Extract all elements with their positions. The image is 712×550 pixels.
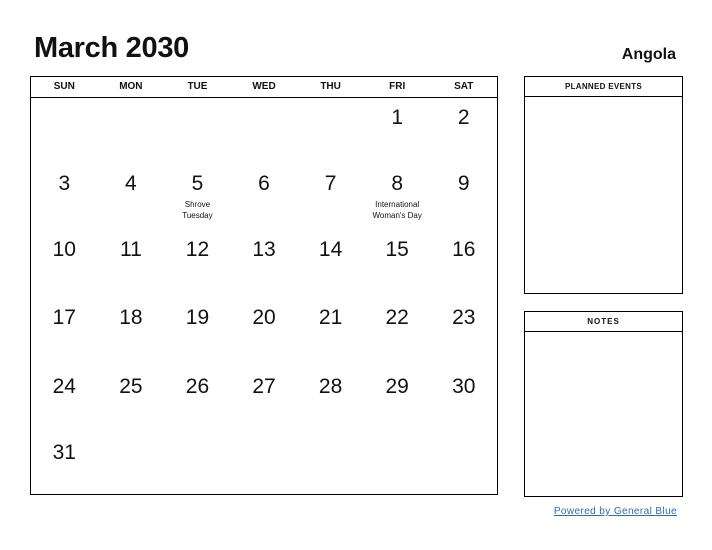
day-number: 18 xyxy=(119,306,143,329)
day-cell xyxy=(430,164,497,230)
day-number: 26 xyxy=(185,375,210,398)
day-number: 29 xyxy=(385,375,409,398)
day-number: 6 xyxy=(258,172,270,195)
day-cell xyxy=(297,98,364,164)
day-number: 16 xyxy=(452,238,476,261)
notes-panel xyxy=(524,311,683,497)
day-number xyxy=(98,433,165,441)
day-cell xyxy=(297,367,364,433)
day-cell xyxy=(430,433,497,494)
page-title: March 2030 xyxy=(34,32,189,64)
planned-events-panel xyxy=(524,76,683,294)
day-cell xyxy=(98,367,165,433)
day-number xyxy=(31,98,98,106)
day-cell xyxy=(231,164,298,230)
powered-by-link[interactable]: Powered by General Blue xyxy=(553,506,677,517)
day-number xyxy=(297,433,364,441)
day-cell xyxy=(164,230,231,298)
day-cell xyxy=(98,298,165,367)
day-cell xyxy=(231,298,298,367)
day-cell xyxy=(297,164,364,230)
day-number: 10 xyxy=(52,238,76,261)
day-cell xyxy=(164,164,231,230)
day-number: 7 xyxy=(324,172,337,195)
day-number: 1 xyxy=(391,106,404,129)
day-cell xyxy=(364,298,431,367)
day-number: 19 xyxy=(185,306,210,329)
day-number: 20 xyxy=(252,306,276,329)
day-cell xyxy=(430,298,497,367)
day-number: 24 xyxy=(52,375,76,398)
weekday-sat: SAT xyxy=(454,81,474,92)
day-number xyxy=(364,433,431,441)
day-cell xyxy=(98,164,165,230)
day-cell xyxy=(430,367,497,433)
country-label: Angola xyxy=(621,46,676,63)
week-row xyxy=(31,230,497,298)
day-number xyxy=(430,433,497,441)
day-cell xyxy=(164,98,231,164)
weekday-sun: SUN xyxy=(53,81,75,92)
day-cell xyxy=(364,433,431,494)
week-row xyxy=(31,367,497,433)
weekday-tue: TUE xyxy=(187,81,208,92)
day-number: 25 xyxy=(119,375,143,398)
day-number: 5 xyxy=(191,172,204,195)
day-cell xyxy=(164,433,231,494)
day-cell xyxy=(231,230,298,298)
weekday-fri: FRI xyxy=(389,81,406,92)
holiday-label: International Woman's Day xyxy=(372,200,422,220)
day-cell xyxy=(297,230,364,298)
day-number: 15 xyxy=(385,238,409,261)
weekday-wed: WED xyxy=(252,81,276,92)
day-number: 31 xyxy=(52,441,76,464)
day-number: 12 xyxy=(185,238,210,261)
day-number: 4 xyxy=(125,172,137,195)
day-cell xyxy=(231,367,298,433)
day-cell xyxy=(98,433,165,494)
day-cell xyxy=(164,367,231,433)
planned-events-title: PLANNED EVENTS xyxy=(525,77,682,97)
day-cell xyxy=(364,164,431,230)
day-cell xyxy=(98,98,165,164)
day-number: 14 xyxy=(318,238,343,261)
day-number: 11 xyxy=(119,238,142,261)
day-cell xyxy=(430,230,497,298)
day-number: 23 xyxy=(452,306,476,329)
day-number: 3 xyxy=(58,172,71,195)
notes-title: NOTES xyxy=(525,312,682,332)
calendar-weeks xyxy=(31,98,497,494)
day-number: 27 xyxy=(252,375,276,398)
day-number: 17 xyxy=(52,306,76,329)
day-number: 28 xyxy=(318,375,343,398)
week-row xyxy=(31,98,497,164)
day-cell xyxy=(430,98,497,164)
day-cell xyxy=(98,230,165,298)
day-cell xyxy=(231,433,298,494)
day-number: 8 xyxy=(391,172,404,195)
day-cell xyxy=(297,433,364,494)
week-row xyxy=(31,298,497,367)
day-cell xyxy=(31,98,98,164)
day-cell xyxy=(31,298,98,367)
weekday-mon: MON xyxy=(119,81,143,92)
day-number: 30 xyxy=(452,375,476,398)
day-number xyxy=(231,433,298,441)
weekday-thu: THU xyxy=(320,81,341,92)
day-number: 2 xyxy=(457,106,470,129)
calendar-grid xyxy=(30,76,498,495)
holiday-label: Shrove Tuesday xyxy=(182,200,213,220)
day-cell xyxy=(31,367,98,433)
week-row xyxy=(31,433,497,494)
day-cell xyxy=(364,98,431,164)
day-cell xyxy=(364,367,431,433)
day-cell xyxy=(31,433,98,494)
day-number: 9 xyxy=(457,172,470,195)
day-number: 13 xyxy=(252,238,276,261)
day-number xyxy=(164,98,231,106)
week-row xyxy=(31,164,497,230)
day-cell xyxy=(164,298,231,367)
day-cell xyxy=(231,98,298,164)
day-cell xyxy=(364,230,431,298)
day-number xyxy=(164,433,231,441)
day-cell xyxy=(297,298,364,367)
day-cell xyxy=(31,230,98,298)
day-number xyxy=(297,98,364,106)
day-number xyxy=(231,98,298,106)
day-number xyxy=(98,98,165,106)
day-number: 22 xyxy=(385,306,409,329)
day-cell xyxy=(31,164,98,230)
weekday-header xyxy=(31,77,497,98)
day-number: 21 xyxy=(318,306,343,329)
